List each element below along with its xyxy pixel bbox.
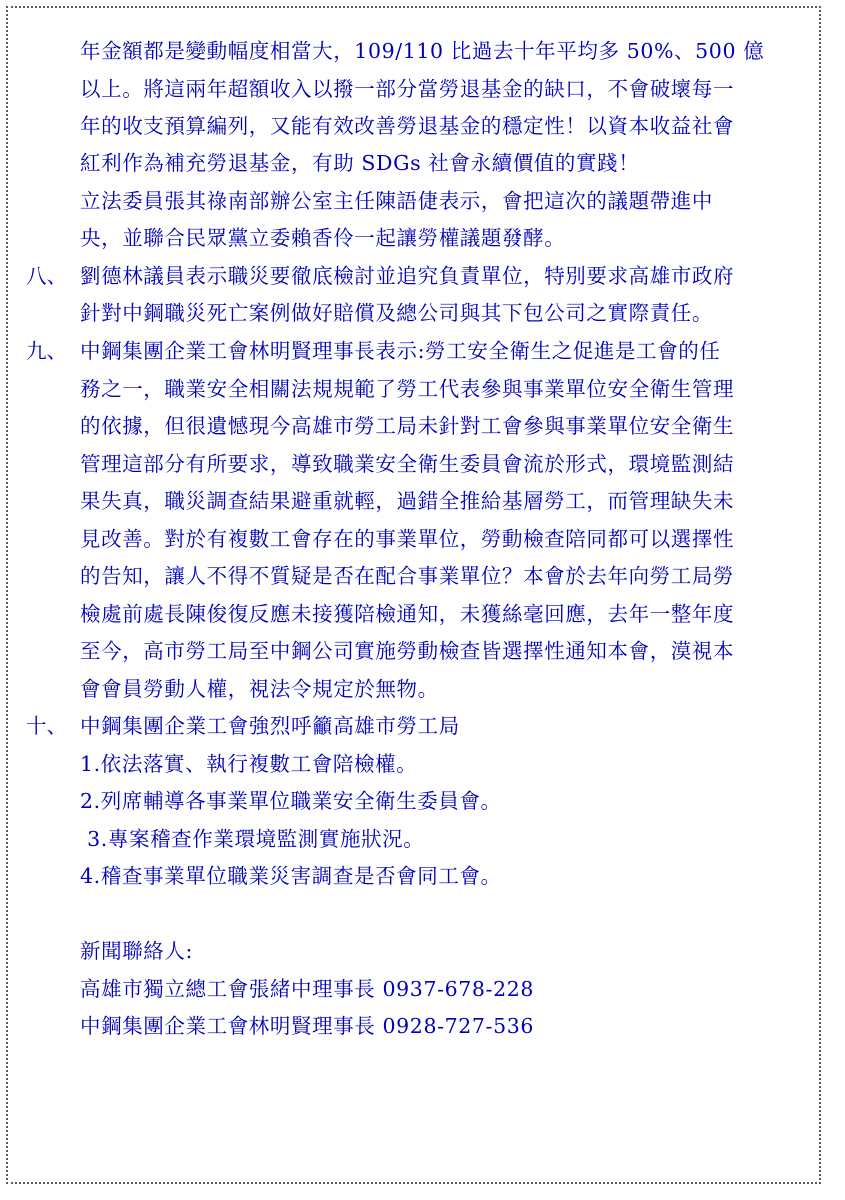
item-9-line: 檢處前處長陳俊復反應未接獲陪檢通知，未獲絲毫回應，去年一整年度 — [80, 602, 735, 626]
contact-heading: 新聞聯絡人: — [80, 939, 194, 963]
item-9-line: 會會員勞動人權，視法令規定於無物。 — [80, 677, 439, 701]
paragraph-line: 以上。將這兩年超額收入以撥一部分當勞退基金的缺口，不會破壞每一 — [80, 77, 735, 101]
item-marker-8: 八、 — [26, 264, 67, 288]
item-9-line: 務之一，職業安全相關法規規範了勞工代表參與事業單位安全衛生管理 — [80, 377, 735, 401]
contact-line: 高雄市獨立總工會張緒中理事長 0937-678-228 — [80, 977, 534, 1001]
item-9-line: 至今，高市勞工局至中鋼公司實施勞動檢查皆選擇性通知本會，漠視本 — [80, 639, 735, 663]
paragraph-line: 年的收支預算編列，又能有效改善勞退基金的穩定性！以資本收益社會 — [80, 114, 735, 138]
paragraph-line: 立法委員張其祿南部辦公室主任陳語倢表示，會把這次的議題帶進中 — [80, 189, 713, 213]
item-9-line: 的依據，但很遺憾現今高雄市勞工局未針對工會參與事業單位安全衛生 — [80, 414, 735, 438]
item-9-line: 見改善。對於有複數工會存在的事業單位，勞動檢查陪同都可以選擇性 — [80, 527, 735, 551]
list-item: 1.依法落實、執行複數工會陪檢權。 — [80, 752, 418, 776]
item-9-line: 中鋼集團企業工會林明賢理事長表示:勞工安全衛生之促進是工會的任 — [80, 339, 721, 363]
paragraph-line: 央，並聯合民眾黨立委賴香伶一起讓勞權議題發酵。 — [80, 226, 566, 250]
item-marker-9: 九、 — [26, 339, 67, 363]
item-marker-10: 十、 — [26, 714, 67, 738]
list-item: 2.列席輔導各事業單位職業安全衛生委員會。 — [80, 789, 502, 813]
item-9-line: 的告知，讓人不得不質疑是否在配合事業單位？本會於去年向勞工局勞 — [80, 564, 735, 588]
paragraph-line: 紅利作為補充勞退基金，有助 SDGs 社會永續價值的實踐！ — [80, 151, 640, 175]
item-10-line: 中鋼集團企業工會強烈呼籲高雄市勞工局 — [80, 714, 460, 738]
list-item: 3.專案稽查作業環境監測實施狀況。 — [80, 827, 425, 851]
item-9-line: 管理這部分有所要求，導致職業安全衛生委員會流於形式，環境監測結 — [80, 452, 735, 476]
paragraph-line: 年金額都是變動幅度相當大，109/110 比過去十年平均多 50%、500 億 — [80, 39, 765, 63]
contact-line: 中鋼集團企業工會林明賢理事長 0928-727-536 — [80, 1014, 534, 1038]
item-8-line: 劉德林議員表示職災要徹底檢討並追究負責單位，特別要求高雄市政府 — [80, 264, 735, 288]
item-8-line: 針對中鋼職災死亡案例做好賠償及總公司與其下包公司之實際責任。 — [80, 301, 713, 325]
item-9-line: 果失真，職災調查結果避重就輕，過錯全推給基層勞工，而管理缺失未 — [80, 489, 735, 513]
list-item: 4.稽查事業單位職業災害調查是否會同工會。 — [80, 864, 502, 888]
